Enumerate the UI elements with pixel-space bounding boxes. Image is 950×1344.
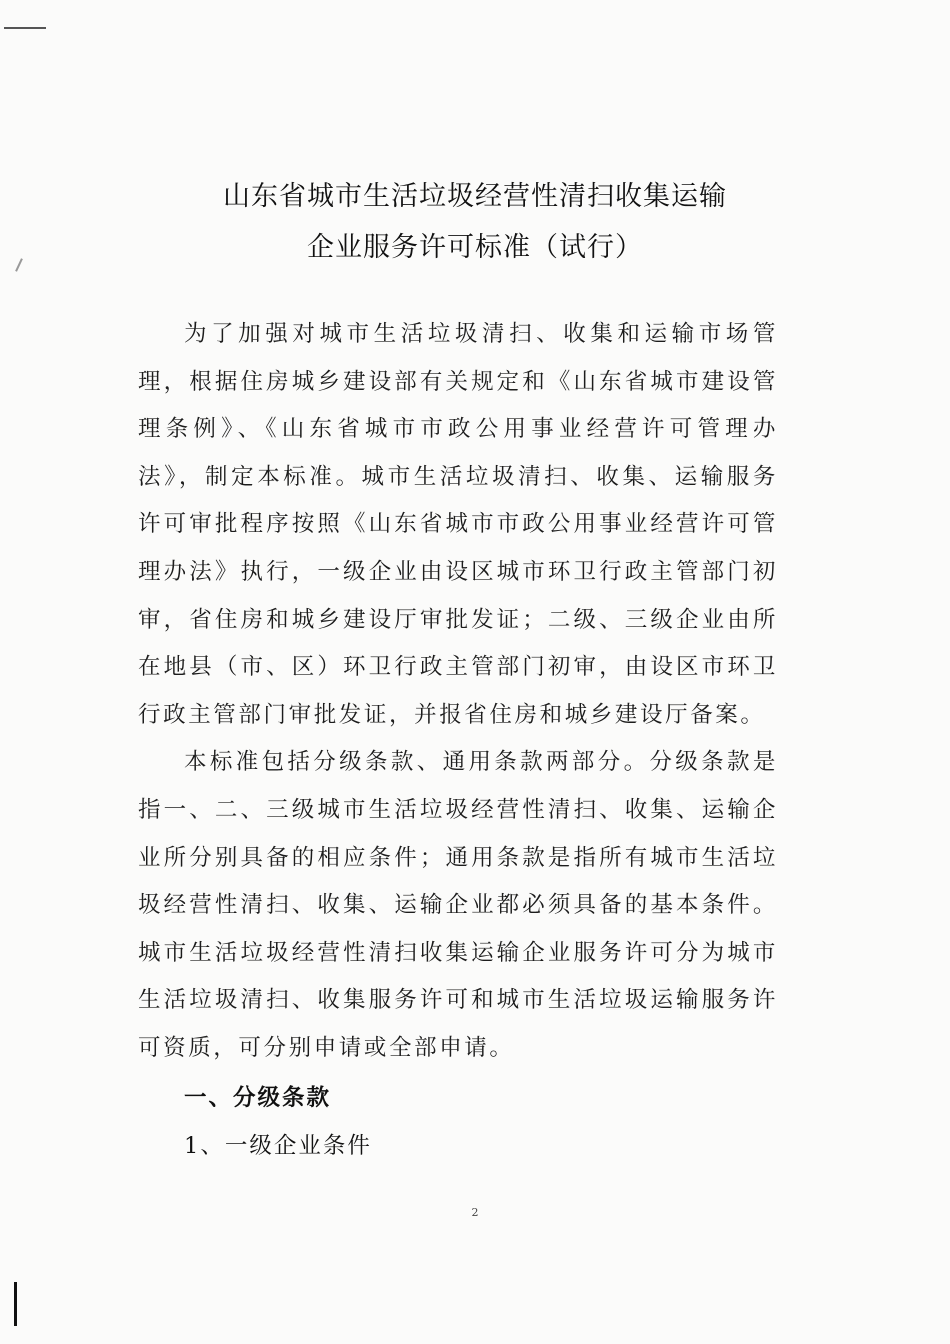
page-number: 2: [471, 1206, 479, 1219]
document-title-line-1: 山东省城市生活垃圾经营性清扫收集运输: [223, 181, 727, 212]
section-heading: 一、分级条款: [184, 1085, 332, 1111]
scan-artifact-dash: [4, 27, 46, 29]
document-title-line-2: 企业服务许可标准（试行）: [307, 232, 643, 263]
document-body: [138, 311, 778, 1073]
subsection-heading: 1、一级企业条件: [184, 1133, 372, 1159]
paragraph-scope: 本标准包括分级条款、通用条款两部分。分级条款是指一、二、三级城市生活垃圾经营性清扫、收集、运输企业所分别具备的相应条件；通用条款是指所有城市生活垃圾经营性清扫、收集、运输企业都必须具备的基本条件。城市生活垃圾经营性清扫收集运输企业服务许可分为城市生活垃圾清扫、收集服务许可和城市生活垃圾运输服务许可资质，可分别申请或全部申请。: [138, 749, 778, 1061]
scan-artifact-bar: [14, 1282, 17, 1326]
paragraph-intro: 为了加强对城市生活垃圾清扫、收集和运输市场管理，根据住房城乡建设部有关规定和《山东省城市建设管理条例》、《山东省城市市政公用事业经营许可管理办法》，制定本标准。城市生活垃圾清扫、收集、运输服务许可审批程序按照《山东省城市市政公用事业经营许可管理办法》执行，一级企业由设区城市环卫行政主管部门初审，省住房和城乡建设厅审批发证；二级、三级企业由所在地县（市、区）环卫行政主管部门初审，由设区市环卫行政主管部门审批发证，并报省住房和城乡建设厅备案。: [138, 321, 778, 728]
